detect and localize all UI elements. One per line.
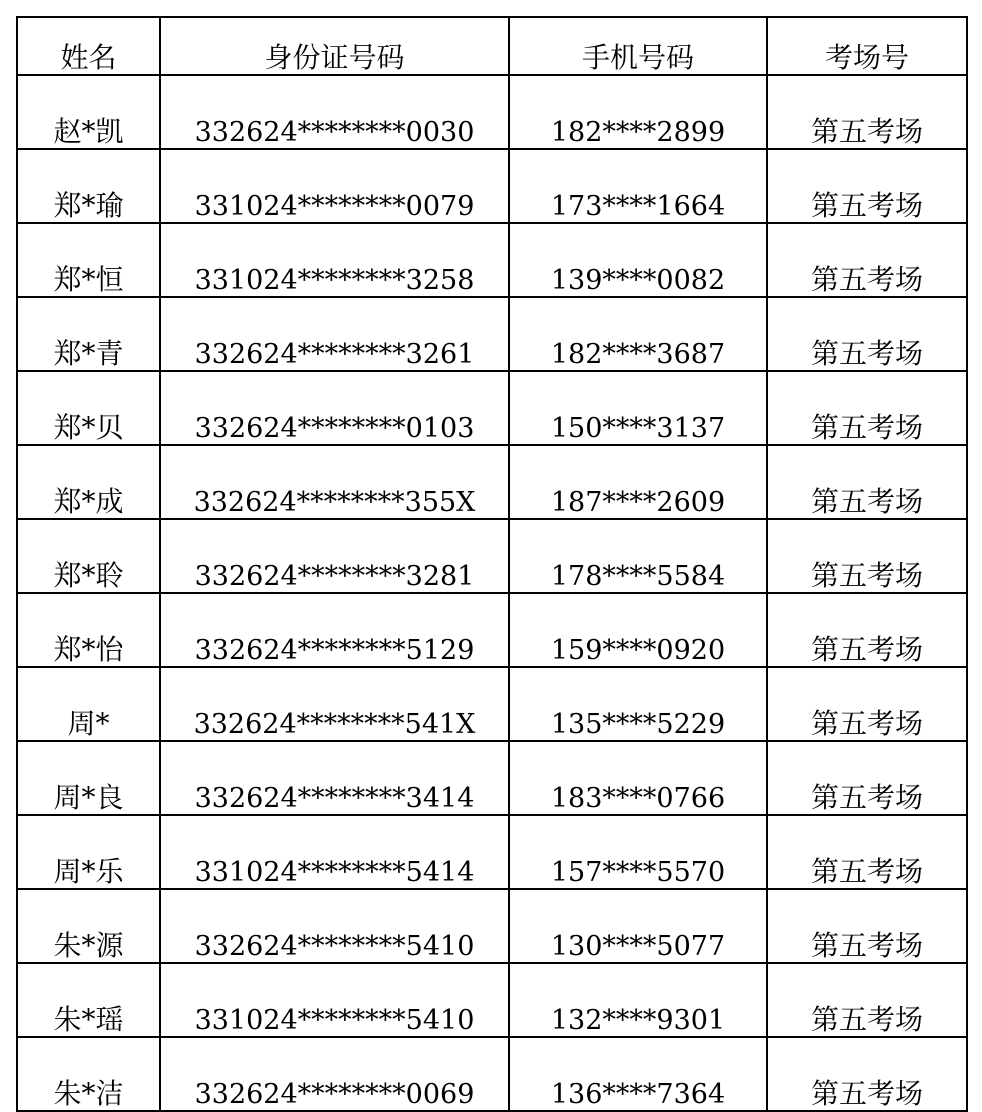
phone-cell: 182****2899 xyxy=(509,75,767,149)
id-number-cell: 331024********5414 xyxy=(160,815,509,889)
exam-room-cell: 第五考场 xyxy=(767,963,967,1037)
name-cell: 郑*贝 xyxy=(17,371,160,445)
phone-cell: 157****5570 xyxy=(509,815,767,889)
id-number-cell: 332624********0103 xyxy=(160,371,509,445)
table-row xyxy=(17,963,967,1037)
name-cell: 朱*瑶 xyxy=(17,963,160,1037)
id-number-cell: 332624********355X xyxy=(160,445,509,519)
exam-room-cell: 第五考场 xyxy=(767,519,967,593)
table-row xyxy=(17,741,967,815)
table-row xyxy=(17,445,967,519)
exam-roster-table xyxy=(16,16,968,1112)
exam-room-cell: 第五考场 xyxy=(767,297,967,371)
phone-cell: 132****9301 xyxy=(509,963,767,1037)
header-row xyxy=(17,17,967,75)
name-cell: 郑*恒 xyxy=(17,223,160,297)
table-row xyxy=(17,1037,967,1111)
table-row xyxy=(17,371,967,445)
name-cell: 周* xyxy=(17,667,160,741)
phone-cell: 173****1664 xyxy=(509,149,767,223)
table-row xyxy=(17,149,967,223)
table-header xyxy=(17,17,967,75)
id-number-cell: 332624********5129 xyxy=(160,593,509,667)
table-row xyxy=(17,667,967,741)
header-id-number: 身份证号码 xyxy=(160,17,509,75)
phone-cell: 130****5077 xyxy=(509,889,767,963)
id-number-cell: 332624********0069 xyxy=(160,1037,509,1111)
exam-room-cell: 第五考场 xyxy=(767,149,967,223)
table-row xyxy=(17,297,967,371)
exam-room-cell: 第五考场 xyxy=(767,75,967,149)
phone-cell: 150****3137 xyxy=(509,371,767,445)
phone-cell: 136****7364 xyxy=(509,1037,767,1111)
exam-room-cell: 第五考场 xyxy=(767,889,967,963)
id-number-cell: 331024********5410 xyxy=(160,963,509,1037)
exam-room-cell: 第五考场 xyxy=(767,1037,967,1111)
id-number-cell: 331024********3258 xyxy=(160,223,509,297)
table-row xyxy=(17,223,967,297)
exam-room-cell: 第五考场 xyxy=(767,741,967,815)
phone-cell: 182****3687 xyxy=(509,297,767,371)
table-row xyxy=(17,593,967,667)
id-number-cell: 332624********3414 xyxy=(160,741,509,815)
phone-cell: 139****0082 xyxy=(509,223,767,297)
table-row xyxy=(17,889,967,963)
id-number-cell: 332624********3281 xyxy=(160,519,509,593)
table-body xyxy=(17,75,967,1111)
id-number-cell: 332624********0030 xyxy=(160,75,509,149)
name-cell: 郑*成 xyxy=(17,445,160,519)
table-row xyxy=(17,519,967,593)
table-row xyxy=(17,75,967,149)
name-cell: 郑*怡 xyxy=(17,593,160,667)
exam-room-cell: 第五考场 xyxy=(767,445,967,519)
name-cell: 郑*青 xyxy=(17,297,160,371)
header-name: 姓名 xyxy=(17,17,160,75)
header-exam-room: 考场号 xyxy=(767,17,967,75)
phone-cell: 159****0920 xyxy=(509,593,767,667)
id-number-cell: 332624********3261 xyxy=(160,297,509,371)
exam-room-cell: 第五考场 xyxy=(767,815,967,889)
phone-cell: 183****0766 xyxy=(509,741,767,815)
id-number-cell: 332624********541X xyxy=(160,667,509,741)
name-cell: 周*乐 xyxy=(17,815,160,889)
phone-cell: 135****5229 xyxy=(509,667,767,741)
name-cell: 朱*源 xyxy=(17,889,160,963)
exam-room-cell: 第五考场 xyxy=(767,223,967,297)
phone-cell: 187****2609 xyxy=(509,445,767,519)
name-cell: 朱*洁 xyxy=(17,1037,160,1111)
name-cell: 赵*凯 xyxy=(17,75,160,149)
exam-room-cell: 第五考场 xyxy=(767,371,967,445)
name-cell: 郑*瑜 xyxy=(17,149,160,223)
name-cell: 周*良 xyxy=(17,741,160,815)
id-number-cell: 332624********5410 xyxy=(160,889,509,963)
phone-cell: 178****5584 xyxy=(509,519,767,593)
exam-room-cell: 第五考场 xyxy=(767,593,967,667)
header-phone: 手机号码 xyxy=(509,17,767,75)
table-row xyxy=(17,815,967,889)
exam-room-cell: 第五考场 xyxy=(767,667,967,741)
name-cell: 郑*聆 xyxy=(17,519,160,593)
id-number-cell: 331024********0079 xyxy=(160,149,509,223)
